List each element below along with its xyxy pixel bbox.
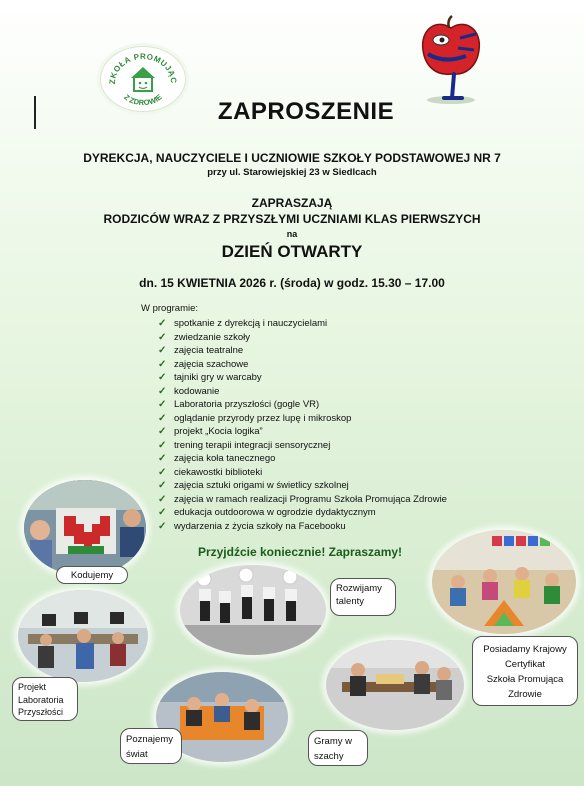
list-item: ✓ wydarzenia z życia szkoły na Facebooku xyxy=(158,520,346,532)
closing-line: Przyjdźcie koniecznie! Zapraszamy! xyxy=(197,545,403,559)
address-line: przy ul. Starowiejskiej 23 w Siedlcach xyxy=(207,167,377,178)
checkmark-icon: ✓ xyxy=(158,493,167,505)
organizers-line: DYREKCJA, NAUCZYCIELE I UCZNIOWIE SZKOŁY PODSTAWOWEJ NR 7 xyxy=(83,151,501,165)
callout-chess: Gramy w szachy xyxy=(308,730,368,766)
callout-coding: Kodujemy xyxy=(56,566,128,584)
list-item: ✓ zwiedzanie szkoły xyxy=(158,331,251,343)
list-item: ✓ kodowanie xyxy=(158,385,220,397)
checkmark-icon: ✓ xyxy=(158,453,167,464)
list-item: ✓ zajęcia teatralne xyxy=(158,345,244,356)
page-title: ZAPROSZENIE xyxy=(217,98,395,125)
connector-na: na xyxy=(286,229,298,239)
checkmark-icon: ✓ xyxy=(158,439,167,451)
svg-text:Z ZDROWIE: Z ZDROWIE xyxy=(122,92,164,108)
callout-certificate: Posiadamy Krajowy Certyfikat Szkoła Promująca Zdrowie xyxy=(472,636,578,706)
apple-mascot-icon xyxy=(414,14,488,106)
checkmark-icon: ✓ xyxy=(158,466,167,478)
list-item: ✓ trening terapii integracji sensorycznej xyxy=(158,439,331,451)
list-item: ✓ projekt „Kocia logika” xyxy=(158,426,263,437)
list-item: ✓ Laboratoria przyszłości (gogle VR) xyxy=(158,399,320,410)
checkmark-icon: ✓ xyxy=(158,426,167,437)
program-label: W programie: xyxy=(141,303,199,314)
list-item: ✓ edukacja outdoorowa w ogrodzie dydaktycznym xyxy=(158,507,376,518)
program-list xyxy=(158,317,447,533)
checkmark-icon: ✓ xyxy=(158,345,167,356)
event-date: dn. 15 KWIETNIA 2026 r. (środa) w godz. 15.30 – 17.00 xyxy=(139,276,445,290)
callout-lab: Projekt Laboratoria Przyszłości xyxy=(12,677,78,721)
checkmark-icon: ✓ xyxy=(158,412,167,424)
photo-dance xyxy=(180,565,326,655)
checkmark-icon: ✓ xyxy=(158,358,167,370)
svg-text:SZKOŁA PROMUJĄCA: ZKOŁA PROMUJĄC xyxy=(107,51,179,85)
photo-coding xyxy=(24,480,146,576)
photo-future-lab xyxy=(18,590,148,682)
photo-chess xyxy=(326,640,464,730)
checkmark-icon: ✓ xyxy=(158,507,167,518)
checkmark-icon: ✓ xyxy=(158,331,167,343)
audience-line: RODZICÓW WRAZ Z PRZYSZŁYMI UCZNIAMI KLAS PIERWSZYCH xyxy=(103,212,481,226)
list-item: ✓ ciekawostki biblioteki xyxy=(158,466,263,478)
list-item: ✓ tajniki gry w warcaby xyxy=(158,372,262,383)
event-name: DZIEŃ OTWARTY xyxy=(221,242,363,261)
callout-world: Poznajemy świat xyxy=(120,728,182,764)
list-item: ✓ oglądanie przyrody przez lupę i mikroskop xyxy=(158,412,352,424)
invite-verb: ZAPRASZAJĄ xyxy=(251,196,333,210)
checkmark-icon: ✓ xyxy=(158,372,167,383)
list-item: ✓ zajęcia koła tanecznego xyxy=(158,453,276,464)
list-item: ✓ zajęcia sztuki origami w świetlicy szkolnej xyxy=(158,480,349,491)
list-item: ✓ zajęcia w ramach realizacji Programu Szkoła Promująca Zdrowie xyxy=(158,493,447,505)
checkmark-icon: ✓ xyxy=(158,385,167,397)
checkmark-icon: ✓ xyxy=(158,520,167,532)
list-item: ✓ spotkanie z dyrekcją i nauczycielami xyxy=(158,318,328,329)
callout-talents: Rozwijamy talenty xyxy=(330,578,396,616)
checkmark-icon: ✓ xyxy=(158,399,167,410)
photo-certificate xyxy=(432,530,576,634)
list-item: ✓ zajęcia szachowe xyxy=(158,358,249,370)
checkmark-icon: ✓ xyxy=(158,480,167,491)
checkmark-icon: ✓ xyxy=(158,318,167,329)
